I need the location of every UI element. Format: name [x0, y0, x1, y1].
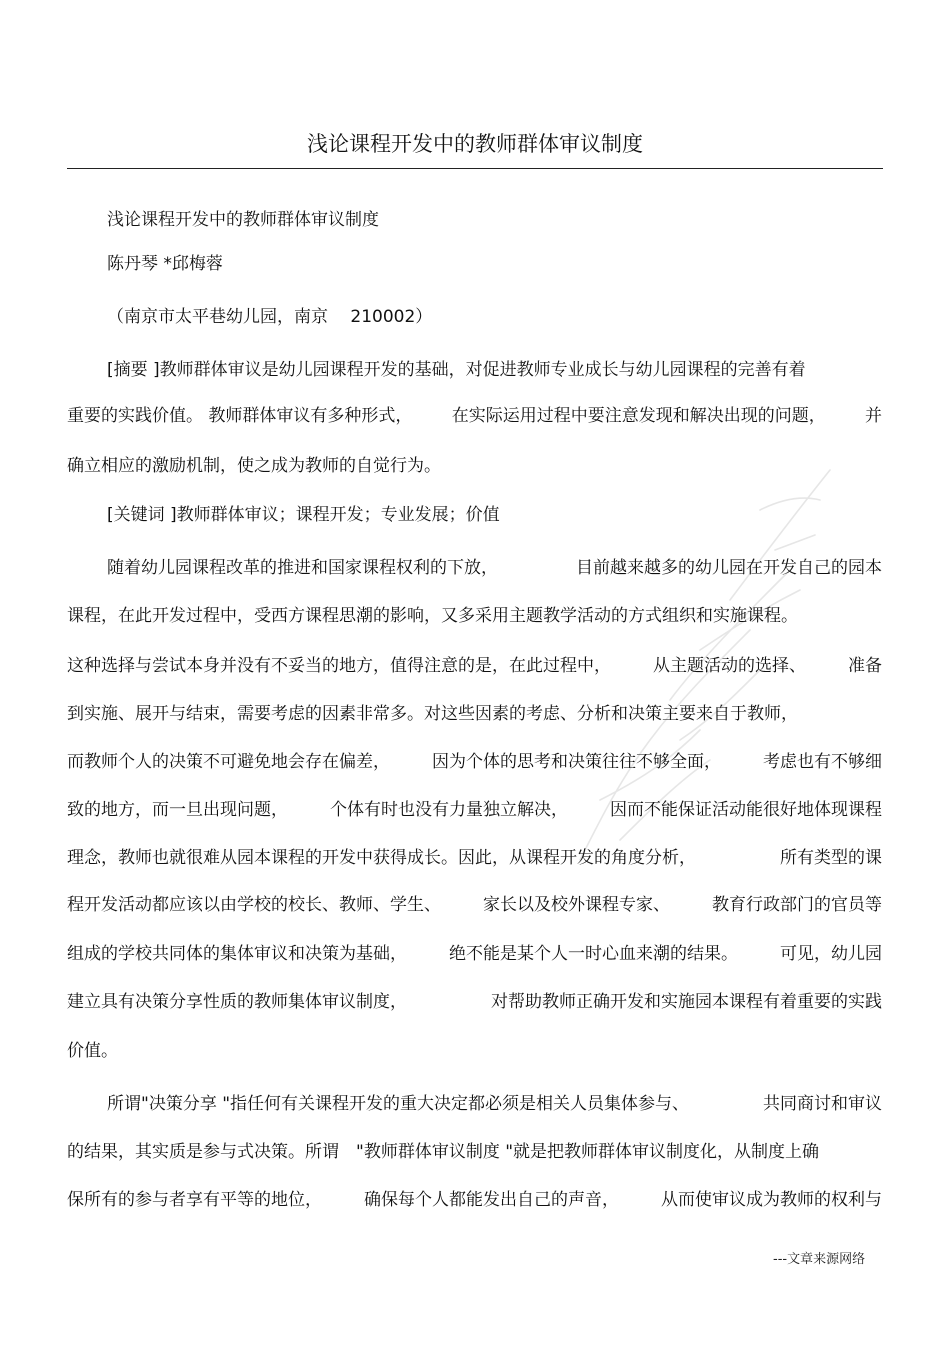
body-line-segment: 保所有的参与者享有平等的地位，	[67, 1190, 322, 1210]
body-line-segment: 建立具有决策分享性质的教师集体审议制度，	[67, 992, 407, 1012]
body-line: 确立相应的激励机制，使之成为教师的自觉行为。	[67, 456, 441, 476]
body-line	[67, 846, 882, 870]
body-line-segment: 确保每个人都能发出自己的声音，	[364, 1190, 619, 1210]
body-line-segment: 而教师个人的决策不可避免地会存在偏差，	[67, 752, 390, 772]
footer-source: ---文章来源网络	[773, 1252, 866, 1267]
body-line: 价值。	[67, 1041, 118, 1061]
body-line-segment: 组成的学校共同体的集体审议和决策为基础，	[67, 944, 407, 964]
body-line-segment: 程开发活动都应该以由学校的校长、教师、学生、	[67, 895, 441, 915]
body-line-segment: 准备	[848, 656, 882, 676]
body-line: 课程，在此开发过程中，受西方课程思潮的影响，又多采用主题教学活动的方式组织和实施课程。	[67, 606, 798, 626]
body-line-segment: 因为个体的思考和决策往往不够全面，	[432, 752, 721, 772]
body-line-segment: 考虑也有不够细	[763, 752, 882, 772]
body-line-segment: 共同商讨和审议	[763, 1094, 882, 1114]
body-line-segment: 在实际运用过程中要注意发现和解决出现的问题，	[451, 406, 826, 426]
body-line: 的结果，其实质是参与式决策。所谓 "教师群体审议制度 "就是把教师群体审议制度化，从制度上确	[67, 1142, 820, 1162]
body-line: [摘要 ]教师群体审议是幼儿园课程开发的基础，对促进教师专业成长与幼儿园课程的完善有着	[107, 360, 806, 380]
body-line-segment: 家长以及校外课程专家、	[483, 895, 670, 915]
body-line-segment: 所有类型的课	[780, 848, 882, 868]
body-line-segment: 从而使审议成为教师的权利与	[661, 1190, 882, 1210]
body-line-segment: 目前越来越多的幼儿园在开发自己的园本	[576, 558, 882, 578]
body-line-segment: 教育行政部门的官员等	[712, 895, 882, 915]
body-line	[67, 893, 882, 917]
body-line	[67, 404, 882, 428]
body-line-segment: 并	[865, 406, 882, 426]
body-line-segment: 从主题活动的选择、	[653, 656, 806, 676]
title-divider	[67, 168, 883, 169]
body-line-segment: 对帮助教师正确开发和实施园本课程有着重要的实践	[491, 992, 882, 1012]
body-line: 陈丹琴 *邱梅蓉	[107, 254, 223, 274]
body-line-segment: 可见，幼儿园	[780, 944, 882, 964]
body-line-segment: 因而不能保证活动能很好地体现课程	[610, 800, 882, 820]
body-line-segment: 这种选择与尝试本身并没有不妥当的地方，值得注意的是，在此过程中，	[67, 656, 611, 676]
body-line-segment: 致的地方，而一旦出现问题，	[67, 800, 288, 820]
body-line-segment: 所谓"决策分享 "指任何有关课程开发的重大决定都必须是相关人员集体参与、	[107, 1094, 690, 1114]
body-line	[107, 556, 882, 580]
body-line	[67, 1188, 882, 1212]
body-line-segment: 绝不能是某个人一时心血来潮的结果。	[449, 944, 738, 964]
body-line	[107, 1092, 882, 1116]
body-line: （南京市太平巷幼儿园，南京 210002）	[107, 307, 433, 327]
body-line	[67, 654, 882, 678]
body-line	[67, 798, 882, 822]
body-line	[67, 750, 882, 774]
body-line	[67, 990, 882, 1014]
body-line: [关键词 ]教师群体审议；课程开发；专业发展；价值	[107, 505, 500, 525]
body-line-segment: 个体有时也没有力量独立解决，	[330, 800, 568, 820]
page-title: 浅论课程开发中的教师群体审议制度	[307, 132, 643, 156]
body-line-segment: 理念，教师也就很难从园本课程的开发中获得成长。因此，从课程开发的角度分析，	[67, 848, 696, 868]
body-line: 到实施、展开与结束，需要考虑的因素非常多。对这些因素的考虑、分析和决策主要来自于教师，	[67, 704, 798, 724]
body-line-segment: 随着幼儿园课程改革的推进和国家课程权利的下放，	[107, 558, 498, 578]
body-line-segment: 重要的实践价值。 教师群体审议有多种形式，	[67, 406, 413, 426]
body-line	[67, 942, 882, 966]
body-line: 浅论课程开发中的教师群体审议制度	[107, 210, 379, 230]
